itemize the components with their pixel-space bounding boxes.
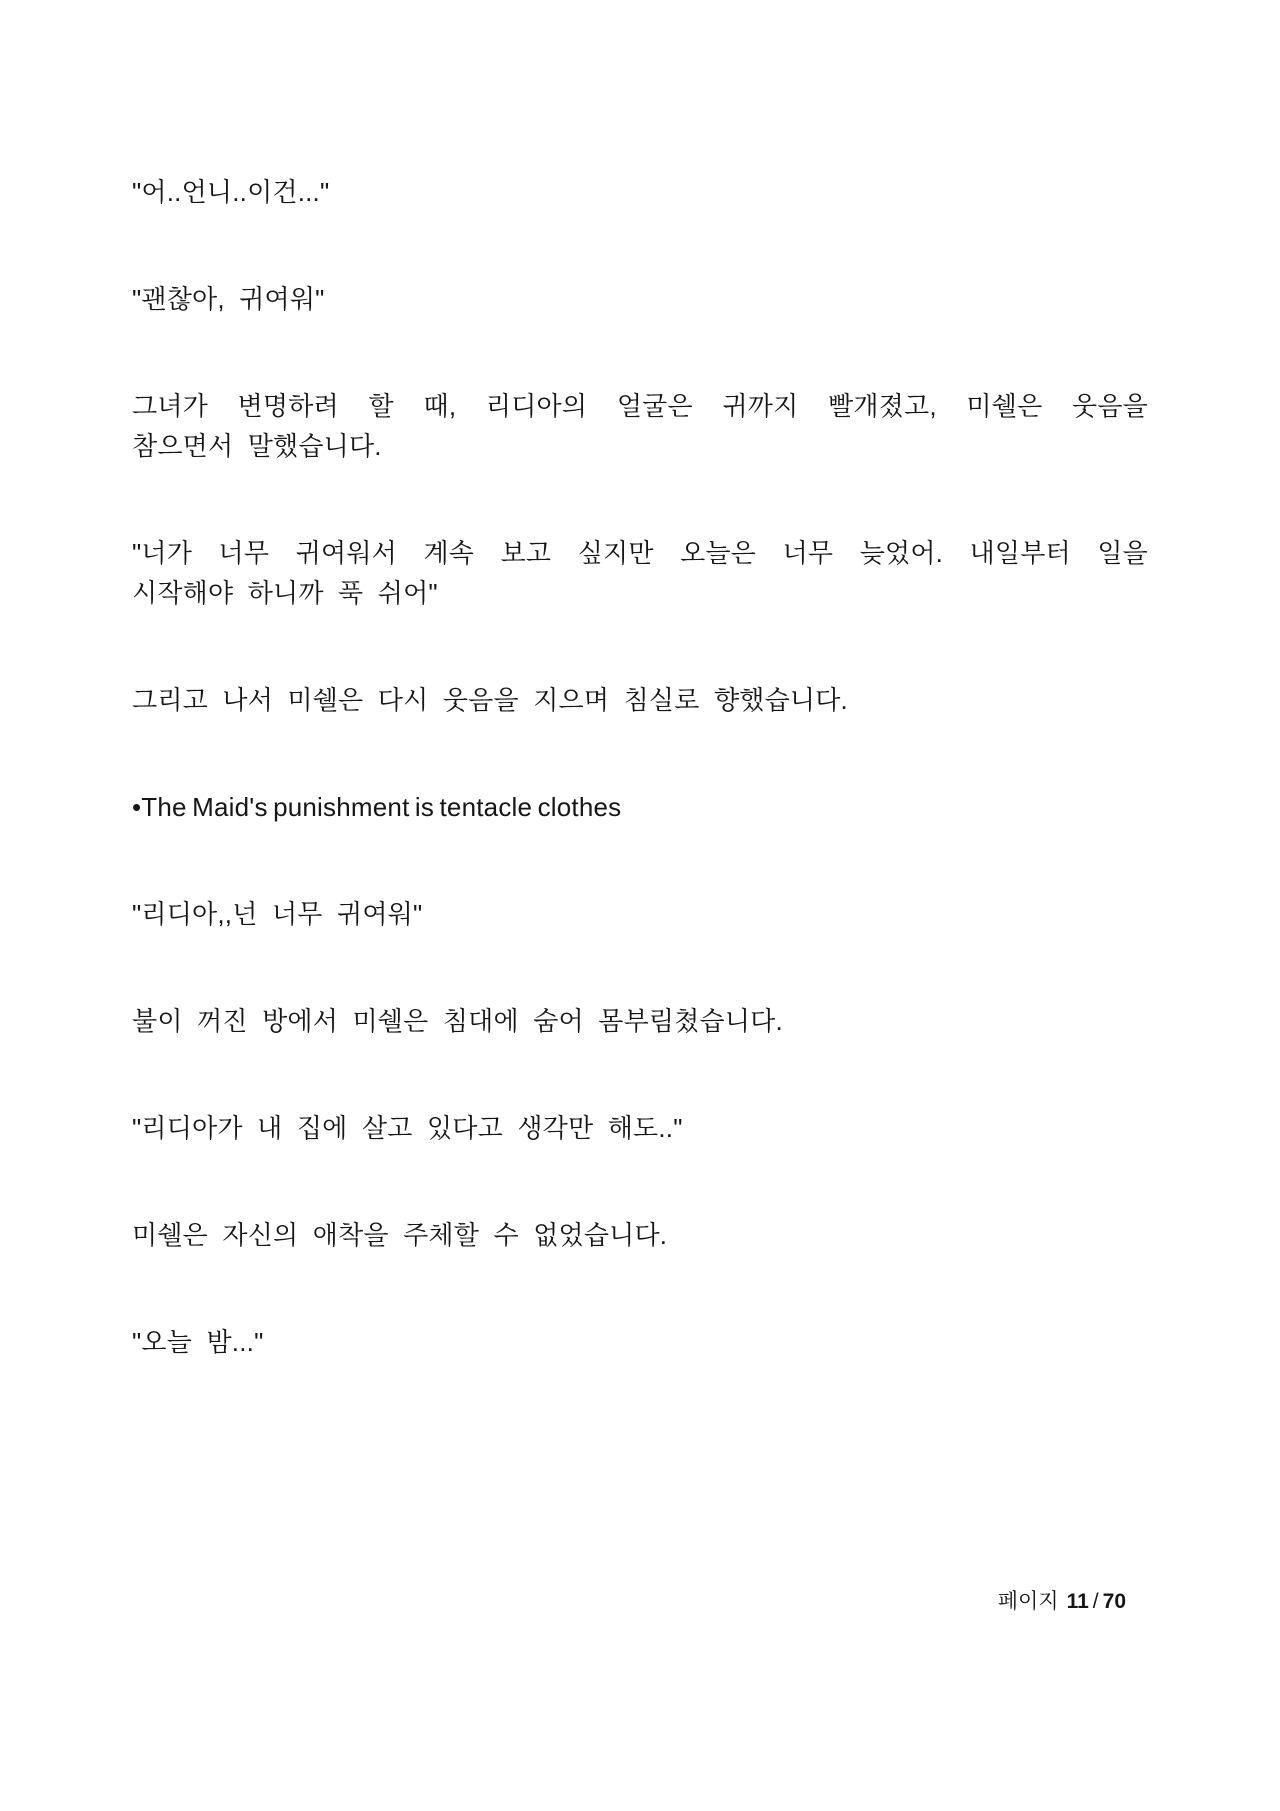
paragraph-line: "괜찮아, 귀여워"	[132, 284, 325, 314]
document-body	[132, 172, 1148, 1429]
paragraph-dialogue	[132, 1322, 1148, 1362]
paragraph-line: 참으면서 말했습니다.	[132, 431, 382, 461]
section-title-bullet	[132, 787, 1148, 827]
paragraph-line: "너가 너무 귀여워서 계속 보고 싶지만 오늘은 너무 늦었어. 내일부터 일을	[132, 538, 1148, 568]
paragraph-narration	[132, 386, 1148, 466]
paragraph-dialogue	[132, 279, 1148, 319]
paragraph-narration	[132, 1001, 1148, 1041]
footer-page-separator: /	[1092, 1590, 1099, 1613]
paragraph-line: "리디아,,넌 너무 귀여워"	[132, 899, 423, 929]
page-footer	[998, 1588, 1126, 1616]
paragraph-line: "오늘 밤..."	[132, 1327, 264, 1357]
paragraph-line: 불이 꺼진 방에서 미쉘은 침대에 숨어 몸부림쳤습니다.	[132, 1006, 783, 1036]
footer-total-pages: 70	[1102, 1590, 1126, 1613]
paragraph-line: "어..언니..이건..."	[132, 177, 330, 207]
paragraph-line: •The Maid's punishment is tentacle clothes	[132, 792, 622, 822]
paragraph-dialogue	[132, 1108, 1148, 1148]
paragraph-line: "리디아가 내 집에 살고 있다고 생각만 해도.."	[132, 1113, 683, 1143]
paragraph-dialogue	[132, 172, 1148, 212]
paragraph-line: 그녀가 변명하려 할 때, 리디아의 얼굴은 귀까지 빨개졌고, 미쉘은 웃음을	[132, 391, 1148, 421]
paragraph-line: 미쉘은 자신의 애착을 주체할 수 없었습니다.	[132, 1220, 668, 1250]
paragraph-narration	[132, 1215, 1148, 1255]
footer-current-page: 11	[1066, 1590, 1089, 1613]
paragraph-dialogue	[132, 894, 1148, 934]
paragraph-dialogue	[132, 533, 1148, 613]
paragraph-line: 시작해야 하니까 푹 쉬어"	[132, 578, 438, 608]
paragraph-line: 그리고 나서 미쉘은 다시 웃음을 지으며 침실로 향했습니다.	[132, 685, 848, 715]
footer-page-label: 페이지	[997, 1590, 1059, 1613]
paragraph-narration	[132, 680, 1148, 720]
